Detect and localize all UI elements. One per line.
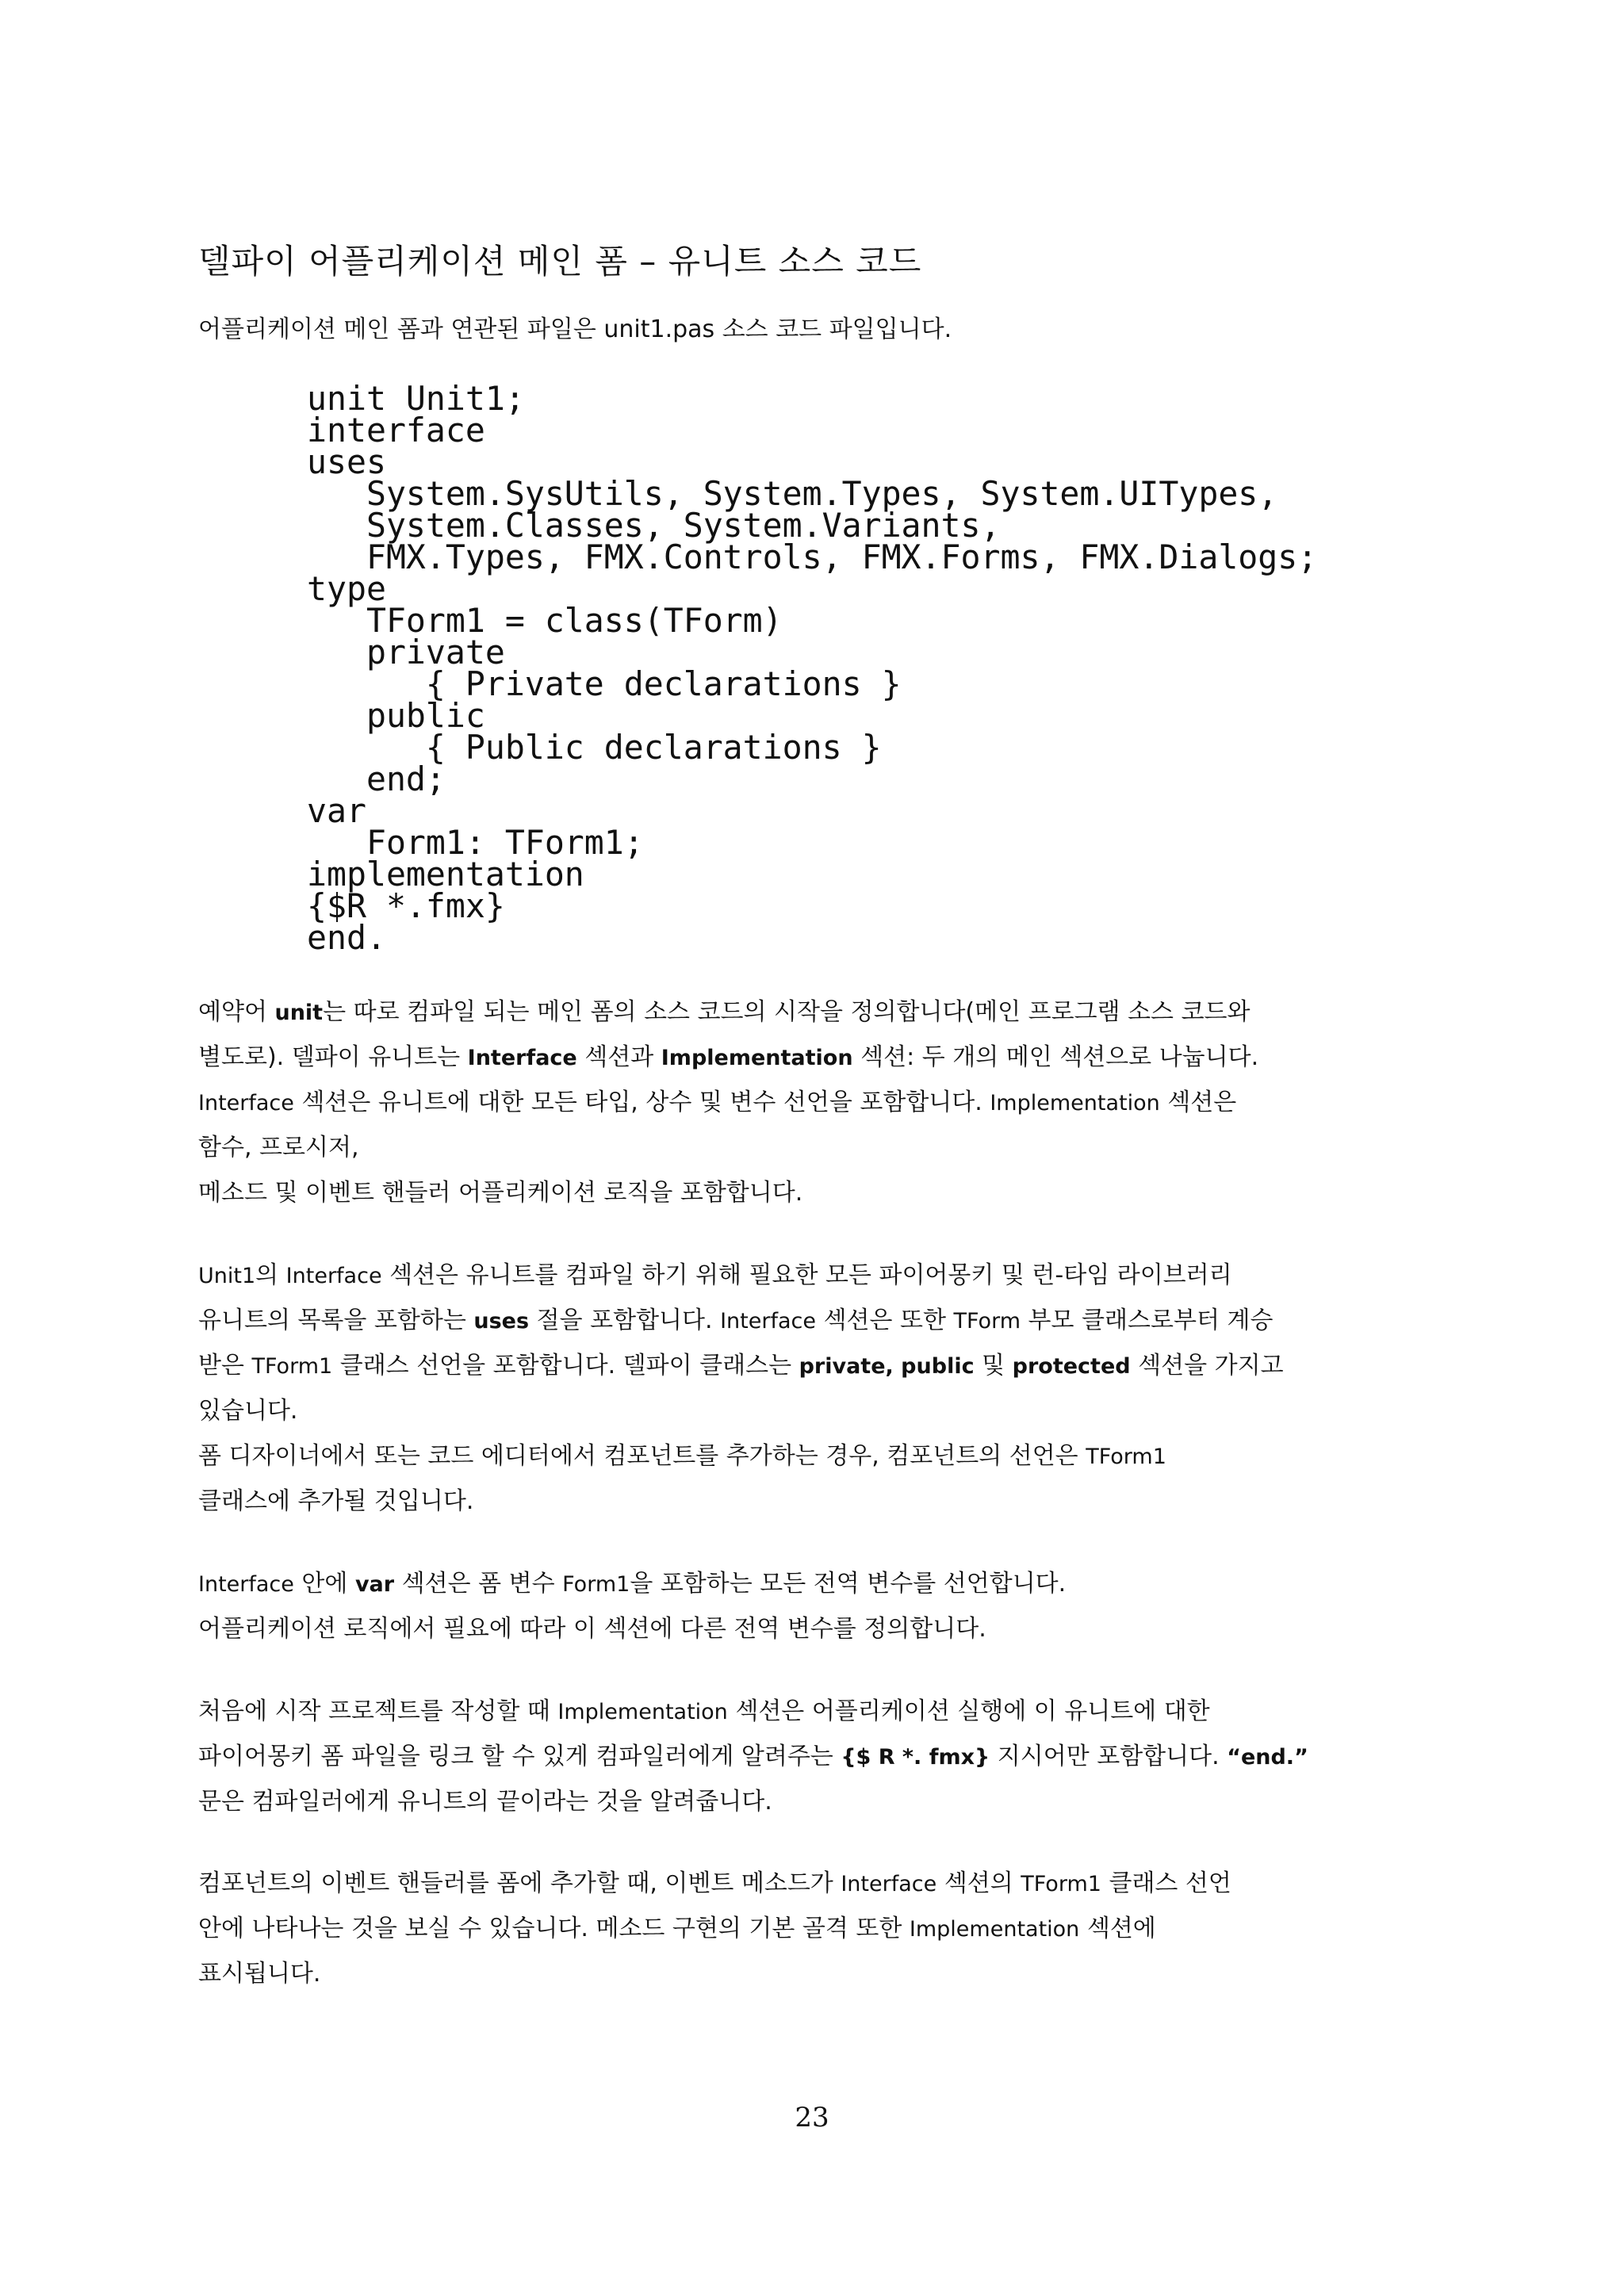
paragraph-line <box>198 1561 1451 1606</box>
intro-text: 어플리케이션 메인 폼과 연관된 파일은 unit1.pas 소스 코드 파일입니다. <box>198 316 952 343</box>
code-block <box>307 379 1318 957</box>
section-heading: 델파이 어플리케이션 메인 폼 – 유니트 소스 코드 <box>198 242 922 281</box>
text-run: 유니트의 목록을 포함하는 <box>198 1307 474 1334</box>
text-run: 섹션은 <box>1159 1089 1237 1116</box>
text-run: Implementation <box>990 1091 1160 1115</box>
text-run: Implementation <box>557 1700 728 1724</box>
code-line: { Public declarations } <box>307 728 882 767</box>
text-run: TForm1 <box>1021 1872 1101 1896</box>
bold-keyword: protected <box>1012 1354 1131 1379</box>
text-run: 있습니다. <box>198 1397 298 1425</box>
text-run: Interface <box>285 1264 382 1288</box>
bold-keyword: var <box>354 1572 395 1597</box>
page-number: 23 <box>795 2102 829 2133</box>
code-line: implementation <box>307 855 584 894</box>
bold-keyword: uses <box>473 1309 530 1334</box>
code-line: System.SysUtils, System.Types, System.UITypes, <box>307 474 1278 513</box>
text-run: 파이어몽키 폼 파일을 링크 할 수 있게 컴파일러에게 알려주는 <box>198 1743 841 1770</box>
paragraph-implementation <box>198 1689 1451 1824</box>
code-line: public <box>307 696 485 735</box>
text-run: 클래스 선언을 포함합니다. 델파이 클래스는 <box>332 1352 799 1380</box>
text-run: 어플리케이션 로직에서 필요에 따라 이 섹션에 다른 전역 변수를 정의합니다. <box>198 1615 986 1643</box>
text-run: 섹션은 또한 <box>815 1307 954 1334</box>
text-run: 별도로). 델파이 유니트는 <box>198 1043 468 1071</box>
code-line: private <box>307 633 505 672</box>
bold-keyword: {$ R *. fmx} <box>841 1745 990 1770</box>
paragraph-line <box>198 1035 1451 1080</box>
paragraph-line <box>198 1388 1451 1433</box>
text-run: 함수, 프로시저, <box>198 1134 359 1161</box>
text-run: 섹션과 <box>576 1043 661 1071</box>
code-line: System.Classes, System.Variants, <box>307 506 1001 545</box>
text-run: Implementation <box>909 1917 1080 1942</box>
text-run: 부모 클래스로부터 계승 <box>1021 1307 1274 1334</box>
paragraph-line <box>198 989 1451 1035</box>
text-run: 및 <box>974 1352 1013 1380</box>
text-run: 컴포넌트의 이벤트 핸들러를 폼에 추가할 때, 이벤트 메소드가 <box>198 1869 841 1897</box>
paragraph-line <box>198 1861 1451 1906</box>
code-line: type <box>307 569 386 608</box>
text-run: 안에 나타나는 것을 보실 수 있습니다. 메소드 구현의 기본 골격 또한 <box>198 1915 910 1942</box>
text-run: 섹션은 유니트를 컴파일 하기 위해 필요한 모든 파이어몽키 및 런-타임 라이브러리 <box>381 1261 1232 1289</box>
text-run: 섹션은 어플리케이션 실행에 이 유니트에 대한 <box>727 1697 1210 1725</box>
text-run: 받은 <box>198 1352 252 1380</box>
paragraph-line <box>198 1170 1451 1215</box>
code-line: uses <box>307 442 386 481</box>
text-run: 섹션은 폼 변수 <box>394 1570 563 1598</box>
text-run: 을 포함하는 모든 전역 변수를 선언합니다. <box>630 1570 1067 1598</box>
text-run: Interface <box>198 1091 294 1115</box>
paragraph-line <box>198 1689 1451 1734</box>
code-line: {$R *.fmx} <box>307 886 505 925</box>
text-run: 의 <box>255 1261 286 1289</box>
bold-keyword: Implementation <box>661 1046 853 1070</box>
paragraph-interface <box>198 1253 1451 1524</box>
bold-keyword: Interface <box>467 1046 577 1070</box>
paragraph-event-handlers <box>198 1861 1451 1996</box>
code-line: FMX.Types, FMX.Controls, FMX.Forms, FMX.Dialogs; <box>307 538 1318 576</box>
text-run: 문은 컴파일러에게 유니트의 끝이라는 것을 알려줍니다. <box>198 1788 772 1816</box>
text-run: 섹션을 가지고 <box>1130 1352 1284 1380</box>
paragraph-line <box>198 1343 1451 1388</box>
text-run: 섹션은 유니트에 대한 모든 타입, 상수 및 변수 선언을 포함합니다. <box>293 1089 990 1116</box>
paragraph-line <box>198 1906 1451 1951</box>
paragraph-line <box>198 1606 1451 1651</box>
paragraph-line <box>198 1080 1451 1125</box>
text-run: Interface <box>198 1572 294 1597</box>
text-run: Form1 <box>562 1572 630 1597</box>
paragraph-line <box>198 1951 1451 1996</box>
text-run: Interface <box>841 1872 937 1896</box>
text-run: 표시됩니다. <box>198 1960 321 1988</box>
text-run: TForm1 <box>251 1354 333 1379</box>
paragraph-line <box>198 1125 1451 1170</box>
text-run: 클래스 선언 <box>1101 1869 1231 1897</box>
code-line: Form1: TForm1; <box>307 823 644 862</box>
paragraph-line <box>198 1734 1451 1779</box>
text-run: 섹션에 <box>1079 1915 1156 1942</box>
text-run: 예약어 <box>198 998 275 1026</box>
text-run: 절을 포함합니다. <box>529 1307 721 1334</box>
code-line: { Private declarations } <box>307 664 902 703</box>
code-line: end. <box>307 918 386 957</box>
text-run: 섹션: 두 개의 메인 섹션으로 나눕니다. <box>852 1043 1259 1071</box>
bold-keyword: private, public <box>799 1354 975 1379</box>
text-run: 처음에 시작 프로젝트를 작성할 때 <box>198 1697 558 1725</box>
paragraph-line <box>198 1779 1451 1824</box>
text-run: TForm1 <box>1086 1445 1166 1469</box>
text-run: 폼 디자이너에서 또는 코드 에디터에서 컴포넌트를 추가하는 경우, 컴포넌트의 선언은 <box>198 1442 1086 1470</box>
code-line: unit Unit1; <box>307 379 525 418</box>
paragraph-unit <box>198 989 1451 1215</box>
bold-keyword: “end.” <box>1227 1745 1308 1770</box>
paragraph-var <box>198 1561 1451 1651</box>
text-run: 는 따로 컴파일 되는 메인 폼의 소스 코드의 시작을 정의합니다(메인 프로그램 소스 코드와 <box>323 998 1251 1026</box>
paragraph-line <box>198 1253 1451 1298</box>
paragraph-line <box>198 1479 1451 1524</box>
code-line: var <box>307 791 366 830</box>
text-run: Unit1 <box>198 1264 256 1288</box>
text-run: 안에 <box>293 1570 355 1598</box>
text-run: 클래스에 추가될 것입니다. <box>198 1487 474 1515</box>
text-run: 메소드 및 이벤트 핸들러 어플리케이션 로직을 포함합니다. <box>198 1179 803 1207</box>
text-run: 섹션의 <box>936 1869 1021 1897</box>
text-run: Interface <box>720 1309 816 1334</box>
paragraph-line <box>198 1433 1451 1479</box>
code-line: end; <box>307 760 446 798</box>
code-line: interface <box>307 411 485 450</box>
paragraph-line <box>198 1298 1451 1343</box>
bold-keyword: unit <box>274 1001 324 1025</box>
text-run: TForm <box>953 1309 1021 1334</box>
code-line: TForm1 = class(TForm) <box>307 601 783 640</box>
text-run: 지시어만 포함합니다. <box>990 1743 1228 1770</box>
